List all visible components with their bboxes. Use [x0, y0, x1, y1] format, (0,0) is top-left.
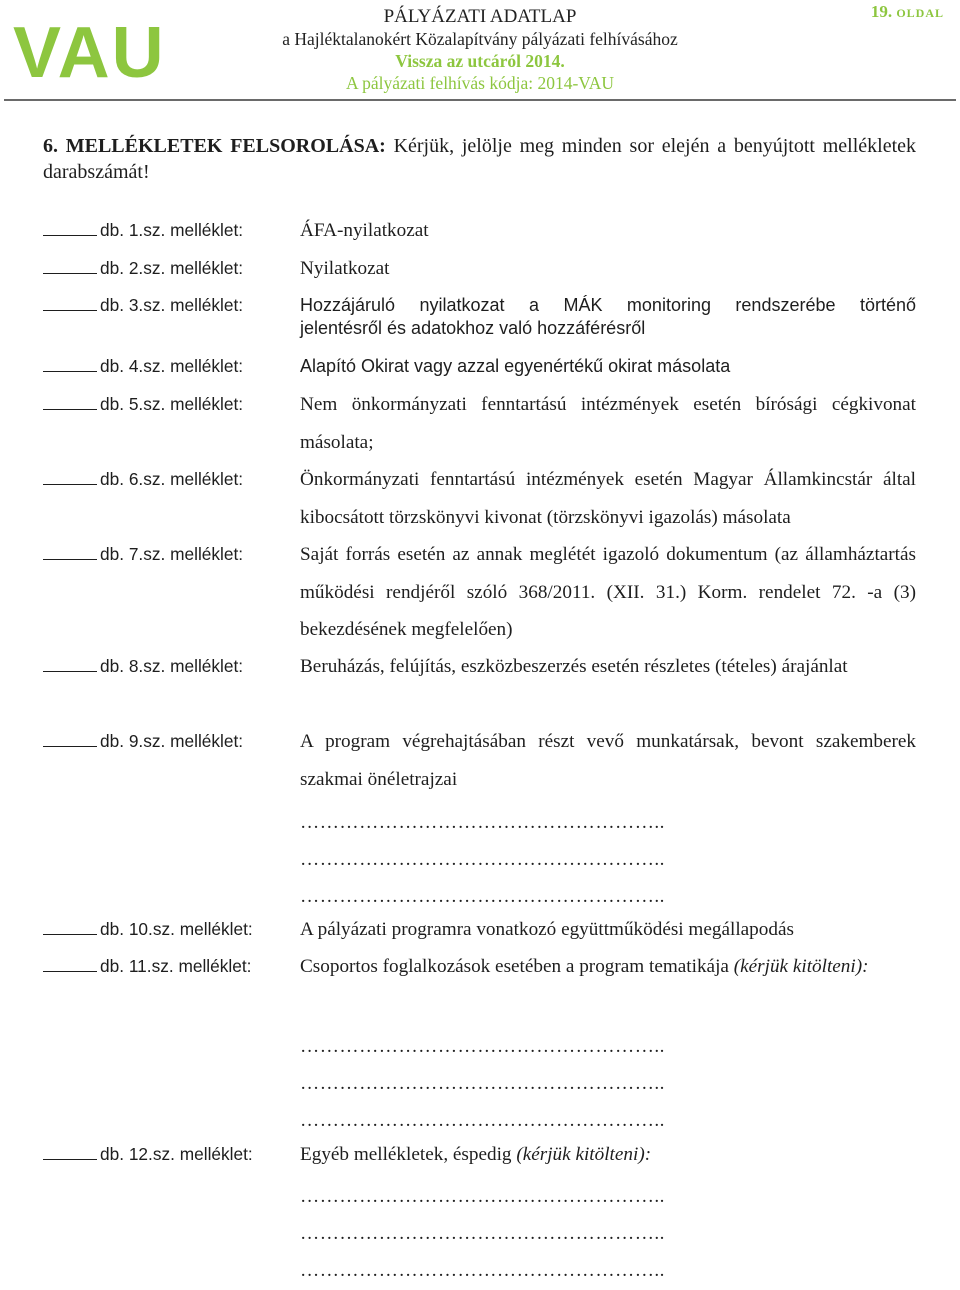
- attachment-label: db. 6.sz. melléklet:: [100, 469, 244, 489]
- attachment-row-9: [43, 723, 243, 761]
- fill-line[interactable]: ………………………………………………..: [300, 1223, 665, 1244]
- count-input-6[interactable]: [43, 462, 97, 485]
- attachment-desc-11: [300, 948, 916, 986]
- header-subtitle: a Hajléktalanokért Közalapítvány pályázati felhívásához: [282, 29, 678, 49]
- attachment-desc-7: Saját forrás esetén az annak meglétét igazoló dokumentum (az államháztartás működési rendjéről szóló 368/2011. (XII. 31.) Korm. rendelet 72. -a (3) bekezdésének megfelelően): [300, 544, 916, 641]
- attachment-row-1: [43, 212, 243, 250]
- fill-line[interactable]: ………………………………………………..: [300, 1036, 665, 1057]
- header-divider: [4, 99, 956, 101]
- section-title: [43, 133, 916, 185]
- count-input-5[interactable]: [43, 387, 97, 410]
- vau-logo: VAU: [13, 13, 166, 93]
- count-input-3[interactable]: [43, 288, 97, 311]
- page-word: OLDAL: [896, 6, 944, 20]
- attachment-label: db. 10.sz. melléklet:: [100, 919, 253, 939]
- attachment-desc-3a: Hozzájáruló nyilatkozat a MÁK monitoring rendszerébe történő: [300, 295, 916, 315]
- attachment-desc-2: Nyilatkozat: [300, 258, 390, 279]
- header-program: Vissza az utcáról 2014.: [395, 51, 565, 71]
- attachment-desc-1: ÁFA-nyilatkozat: [300, 220, 429, 241]
- attachment-row-6: [43, 461, 243, 499]
- fill-line[interactable]: ………………………………………………..: [300, 1110, 665, 1131]
- attachment-desc-text: Csoportos foglalkozások esetében a program tematikája: [300, 956, 729, 977]
- count-input-4[interactable]: [43, 349, 97, 372]
- attachment-label: db. 2.sz. melléklet:: [100, 258, 244, 278]
- fill-line[interactable]: ………………………………………………..: [300, 812, 665, 833]
- attachment-row-11: [43, 948, 251, 986]
- attachment-desc-6: Önkormányzati fenntartású intézmények esetén Magyar Államkincstár által kibocsátott törzskönyvi kivonat (törzskönyvi igazolás) másolata: [300, 469, 916, 528]
- count-input-9[interactable]: [43, 724, 97, 747]
- attachment-row-10: [43, 911, 253, 949]
- header-title: PÁLYÁZATI ADATLAP: [383, 6, 577, 27]
- count-input-12[interactable]: [43, 1137, 97, 1160]
- page-number-value: 19.: [870, 2, 893, 21]
- section-heading: 6. MELLÉKLETEK FELSOROLÁSA:: [43, 135, 386, 157]
- attachment-row-3: [43, 287, 243, 325]
- attachment-row-4: [43, 348, 243, 386]
- fill-line[interactable]: ………………………………………………..: [300, 1260, 665, 1281]
- attachment-desc-4: Alapító Okirat vagy azzal egyenértékű okirat másolata: [300, 356, 731, 376]
- attachment-row-12: [43, 1136, 253, 1174]
- header-code: A pályázati felhívás kódja: 2014-VAU: [346, 73, 614, 93]
- attachment-label: db. 8.sz. melléklet:: [100, 656, 244, 676]
- attachment-label: db. 5.sz. melléklet:: [100, 394, 244, 414]
- count-input-11[interactable]: [43, 949, 97, 972]
- section-instruction: Kérjük, jelölje meg minden sor elején a benyújtott mellékletek darabszámát!: [43, 135, 917, 183]
- attachment-desc-3b: jelentésről és adatokhoz való hozzáférésről: [300, 318, 646, 338]
- attachment-label: db. 12.sz. melléklet:: [100, 1144, 253, 1164]
- attachment-row-8: [43, 648, 243, 686]
- fill-line[interactable]: ………………………………………………..: [300, 849, 665, 870]
- attachment-desc-12: [300, 1136, 916, 1174]
- count-input-10[interactable]: [43, 912, 97, 935]
- fill-in-note: (kérjük kitölteni):: [516, 1144, 652, 1165]
- attachment-desc-9: A program végrehajtásában részt vevő munkatársak, bevont szakemberek szakmai önéletrajzai: [300, 731, 916, 790]
- attachment-label: db. 4.sz. melléklet:: [100, 356, 244, 376]
- attachment-desc-text: Egyéb mellékletek, éspedig: [300, 1144, 512, 1165]
- fill-line[interactable]: ………………………………………………..: [300, 1186, 665, 1207]
- attachment-row-2: [43, 250, 243, 288]
- document-header: [260, 6, 700, 94]
- attachment-label: db. 3.sz. melléklet:: [100, 295, 244, 315]
- attachment-desc-10: A pályázati programra vonatkozó együttműködési megállapodás: [300, 919, 794, 940]
- attachment-row-5: [43, 386, 243, 424]
- count-input-1[interactable]: [43, 213, 97, 236]
- attachment-label: db. 1.sz. melléklet:: [100, 220, 244, 240]
- fill-line[interactable]: ………………………………………………..: [300, 1073, 665, 1094]
- attachment-label: db. 7.sz. melléklet:: [100, 544, 244, 564]
- attachment-row-7: [43, 536, 243, 574]
- attachment-desc-8: Beruházás, felújítás, eszközbeszerzés esetén részletes (tételes) árajánlat: [300, 656, 848, 677]
- attachment-label: db. 11.sz. melléklet:: [100, 956, 252, 976]
- count-input-8[interactable]: [43, 649, 97, 672]
- fill-in-note: (kérjük kitölteni):: [733, 956, 869, 977]
- attachment-label: db. 9.sz. melléklet:: [100, 731, 244, 751]
- attachment-desc-5: Nem önkormányzati fenntartású intézmények esetén bírósági cégkivonat másolata;: [300, 394, 916, 453]
- page-number: [871, 2, 944, 22]
- count-input-7[interactable]: [43, 537, 97, 560]
- fill-line[interactable]: ………………………………………………..: [300, 886, 665, 907]
- count-input-2[interactable]: [43, 251, 97, 274]
